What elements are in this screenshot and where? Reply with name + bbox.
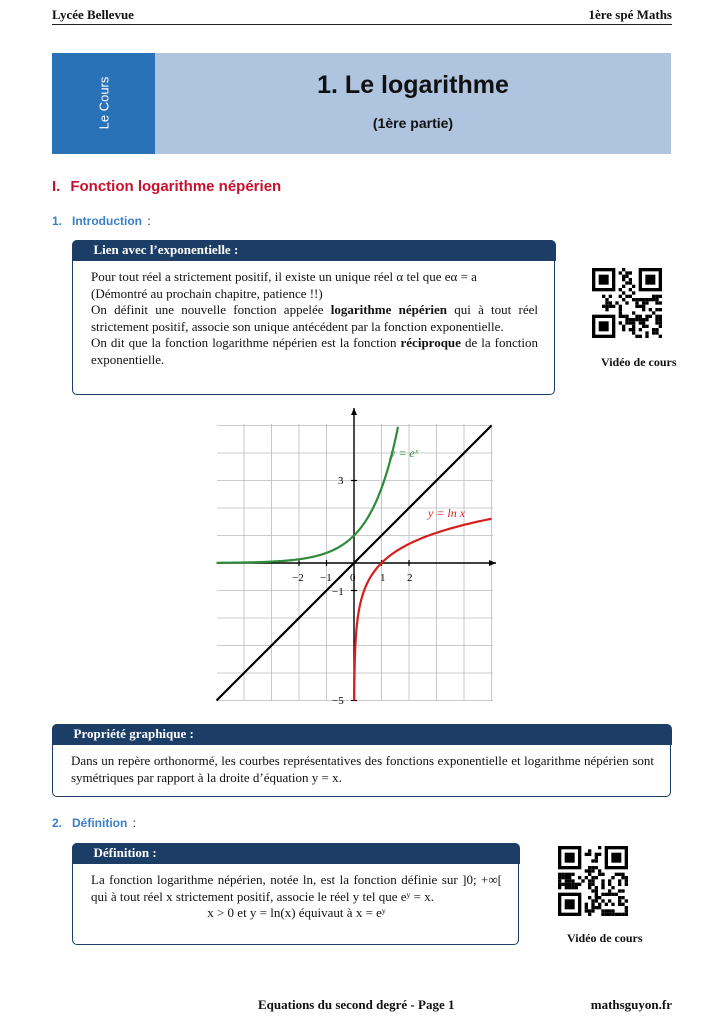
box-body	[91, 269, 538, 368]
exp-curve-label: y = eˣ	[390, 446, 419, 460]
footer-page-info: Equations du second degré - Page 1	[258, 997, 455, 1012]
tick-label-y: −5	[332, 695, 344, 706]
banner-tag-label: Le Cours	[96, 76, 112, 130]
ln-curve-label: y = ln x	[428, 506, 466, 520]
subsection-label: Introduction	[72, 214, 142, 228]
section-title	[52, 178, 281, 195]
banner-tag	[52, 53, 155, 154]
box-title: Définition :	[72, 843, 520, 864]
box-body	[71, 753, 654, 786]
section-number: I.	[52, 178, 61, 195]
tick-label-x: 1	[380, 572, 386, 584]
box-line: On dit que la fonction logarithme népérien est la fonction réciproque de la fonction exponentielle.	[91, 335, 538, 367]
footer-site[interactable]: mathsguyon.fr	[590, 997, 672, 1012]
subsection-number: 2.	[52, 816, 63, 830]
x-axis-arrow	[489, 560, 496, 566]
box-body	[91, 872, 502, 922]
subsection-label: Définition	[72, 816, 128, 830]
header-course: 1ère spé Maths	[588, 7, 672, 22]
page-title: 1. Le logarithme	[317, 71, 509, 99]
box-line: On définit une nouvelle fonction appelée logarithme népérien qui à tout réel strictement positif, associe son unique antécédent par la fonction exponentielle.	[91, 302, 538, 334]
equivalence-line: x > 0 et y = ln(x) équivaut à x = eʸ	[207, 905, 386, 920]
tick-label-x: −1	[320, 572, 332, 584]
tick-label-y: 3	[338, 475, 344, 487]
subsection-definition: 2. Définition :	[52, 816, 137, 830]
box-line: Dans un repère orthonormé, les courbes représentatives des fonctions exponentielle et logarithme népérien sont symétriques par rapport à la droite d’équation y = x.	[71, 753, 654, 785]
exponential-link-box	[72, 240, 555, 395]
qr-caption: Vidéo de cours	[601, 355, 677, 369]
tick-label-x: −2	[292, 572, 304, 584]
definition-box	[72, 843, 519, 945]
box-line: Pour tout réel a strictement positif, il existe un unique réel α tel que eα = a	[91, 269, 477, 284]
box-title: Lien avec l’exponentielle :	[72, 240, 556, 261]
tick-label-origin: 0	[350, 572, 356, 584]
box-line: La fonction logarithme népérien, notée ln, est la fonction définie sur ]0; +∞[ qui à tout réel x strictement positif, associe le réel y tel que eʸ = x.	[91, 872, 502, 904]
section-label: Fonction logarithme népérien	[70, 178, 282, 195]
bold-term: réciproque	[400, 335, 461, 350]
graphic-property-box	[52, 724, 671, 797]
box-line: (Démontré au prochain chapitre, patience !!)	[91, 285, 323, 301]
header-rule	[52, 24, 672, 25]
page-subtitle: (1ère partie)	[372, 115, 454, 131]
subsection-number: 1.	[52, 214, 63, 228]
qr-code-icon[interactable]	[558, 846, 628, 916]
subsection-introduction: 1. Introduction :	[52, 214, 151, 228]
qr-caption: Vidéo de cours	[567, 931, 643, 945]
y-axis-arrow	[351, 408, 357, 415]
tick-label-x: 2	[407, 572, 413, 584]
title-banner	[52, 53, 671, 154]
qr-code-icon[interactable]	[592, 268, 662, 338]
header-school: Lycée Bellevue	[52, 7, 134, 22]
function-graph	[214, 406, 498, 706]
bold-term: logarithme népérien	[330, 302, 447, 317]
tick-label-y: −1	[332, 586, 344, 598]
box-title: Propriété graphique :	[52, 724, 672, 745]
